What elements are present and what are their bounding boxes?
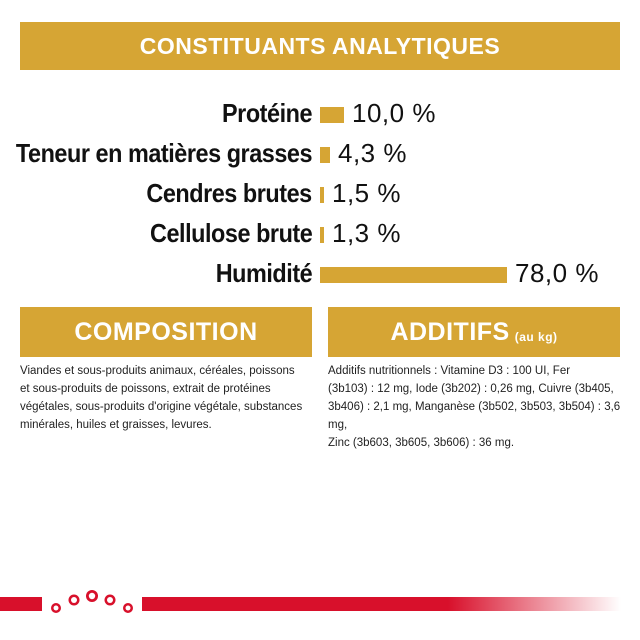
value-bar	[320, 227, 324, 243]
row-label: Protéine	[221, 98, 312, 128]
row-label: Teneur en matières grasses	[15, 138, 312, 168]
crown-logo-icon	[42, 578, 142, 618]
analytical-constituents-title: CONSTITUANTS ANALYTIQUES	[139, 32, 501, 59]
row-label: Humidité	[215, 258, 312, 288]
row-label: Cendres brutes	[146, 178, 312, 208]
value-label: 1,3 %	[332, 218, 401, 248]
value-bar	[320, 107, 344, 123]
composition-banner	[20, 307, 312, 357]
additifs-text: Additifs nutritionnels : Vitamine D3 : 100 UI, Fer (3b103) : 12 mg, Iode (3b202) : 0,26 mg, Cuivre (3b405, 3b406) : 2,1 mg, Manganèse (3b502, 3b503, 3b504) : 3,6 mg, Zinc (3b603, 3b605, 3b606) : 36 mg.	[328, 365, 621, 449]
value-bar	[320, 187, 324, 203]
value-label: 1,5 %	[332, 178, 401, 208]
value-bar	[320, 147, 330, 163]
value-label: 4,3 %	[338, 138, 407, 168]
value-bar	[320, 267, 507, 283]
value-label: 78,0 %	[515, 258, 599, 288]
additifs-title: ADDITIFS	[390, 317, 510, 346]
composition-title: COMPOSITION	[74, 317, 258, 346]
additifs-banner	[328, 307, 620, 357]
additifs-unit: (au kg)	[514, 330, 558, 344]
analytical-constituents-banner	[20, 22, 620, 70]
composition-text: Viandes et sous-produits animaux, céréales, poissons et sous-produits de poissons, extrait de protéines végétales, sous-produits d'origine végétale, substances minérales, huiles et graisses, levures.	[20, 365, 303, 431]
row-label: Cellulose brute	[149, 218, 312, 248]
value-label: 10,0 %	[352, 98, 436, 128]
